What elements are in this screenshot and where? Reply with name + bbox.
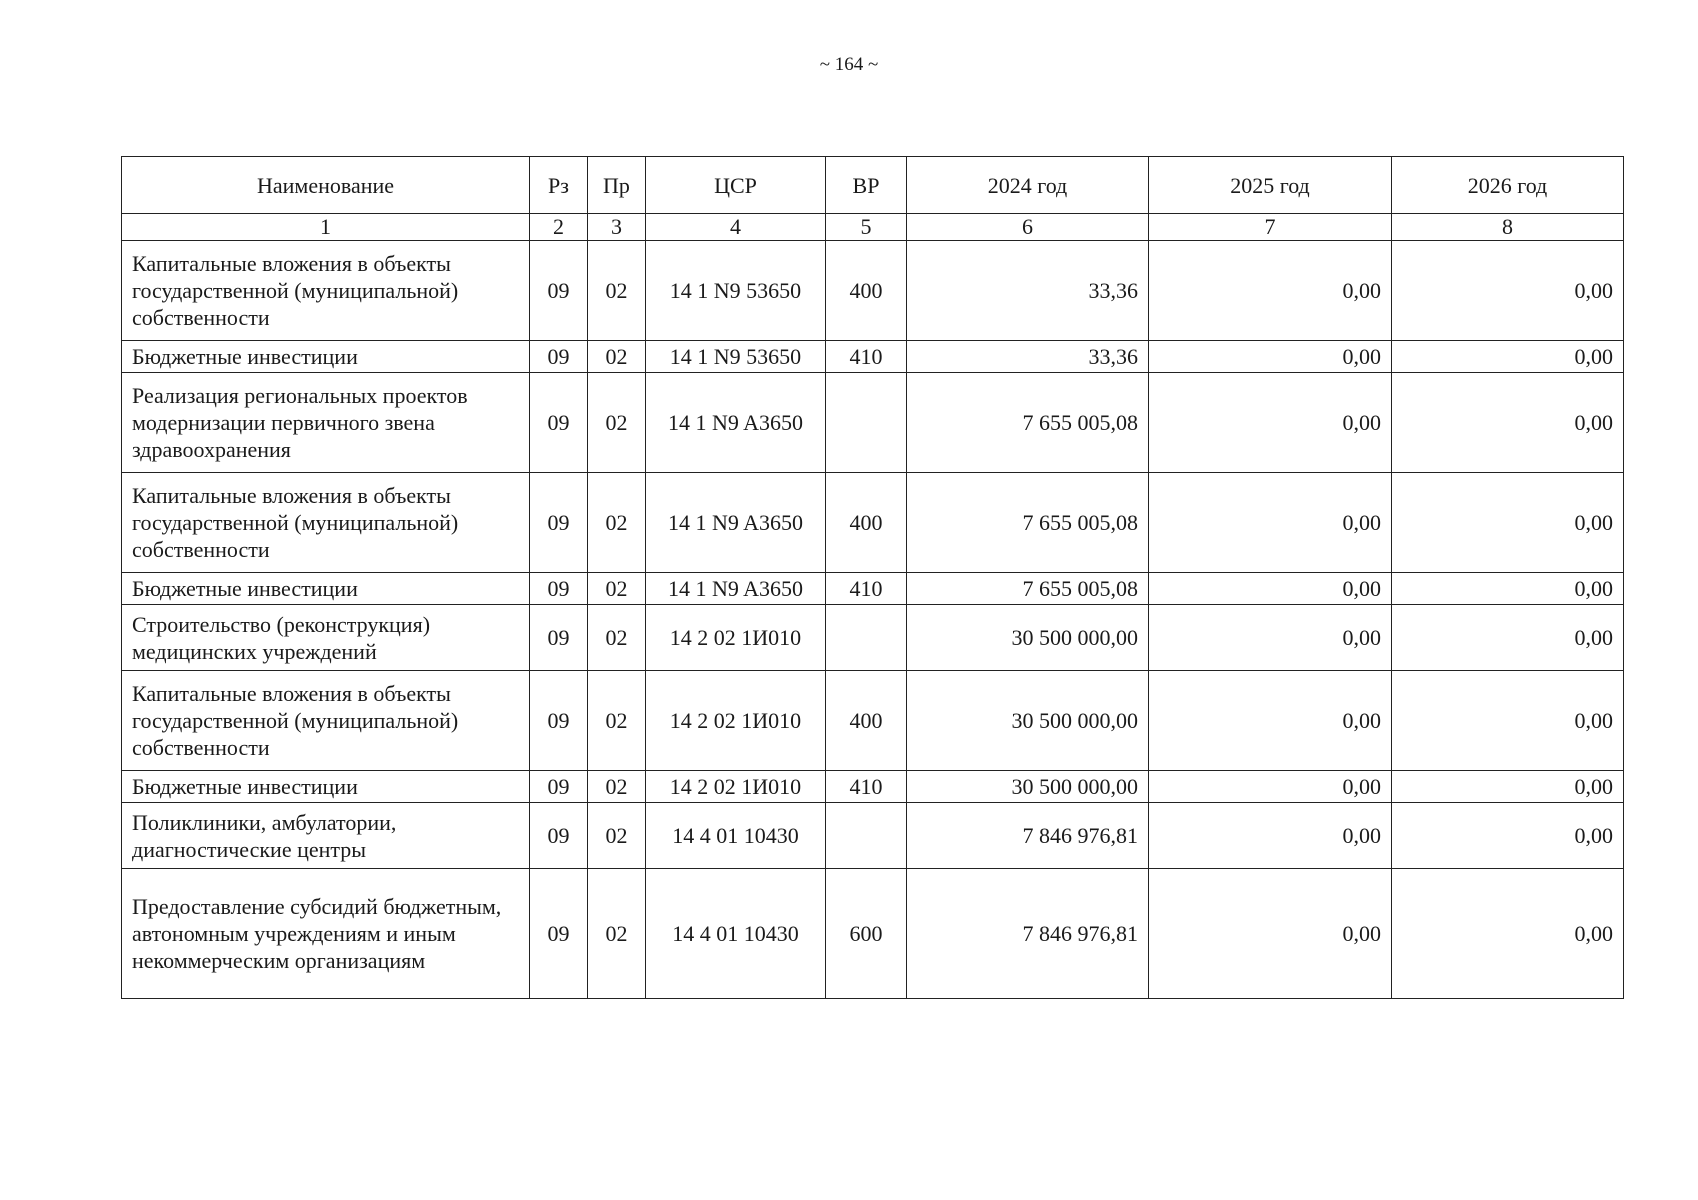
row-2026: 0,00	[1392, 771, 1624, 803]
row-2024: 33,36	[907, 241, 1149, 341]
row-2024: 7 846 976,81	[907, 869, 1149, 999]
row-name: Бюджетные инвестиции	[122, 573, 530, 605]
row-2025: 0,00	[1149, 771, 1392, 803]
row-pr: 02	[588, 373, 646, 473]
table-row	[122, 241, 1624, 341]
row-rz: 09	[530, 605, 588, 671]
column-number: 5	[826, 214, 907, 241]
row-pr: 02	[588, 671, 646, 771]
row-name: Бюджетные инвестиции	[122, 341, 530, 373]
column-number: 8	[1392, 214, 1624, 241]
row-vr: 410	[826, 771, 907, 803]
row-name: Предоставление субсидий бюджетным, автономным учреждениям и иным некоммерческим организациям	[122, 869, 530, 999]
row-2026: 0,00	[1392, 473, 1624, 573]
row-2024: 30 500 000,00	[907, 671, 1149, 771]
column-number: 4	[646, 214, 826, 241]
row-2024: 7 846 976,81	[907, 803, 1149, 869]
row-pr: 02	[588, 573, 646, 605]
table-row	[122, 771, 1624, 803]
row-2025: 0,00	[1149, 573, 1392, 605]
header-name: Наименование	[122, 157, 530, 214]
row-2026: 0,00	[1392, 803, 1624, 869]
row-csr: 14 4 01 10430	[646, 869, 826, 999]
row-rz: 09	[530, 803, 588, 869]
header-2025: 2025 год	[1149, 157, 1392, 214]
row-vr: 410	[826, 341, 907, 373]
header-pr: Пр	[588, 157, 646, 214]
row-2025: 0,00	[1149, 241, 1392, 341]
row-rz: 09	[530, 241, 588, 341]
row-2025: 0,00	[1149, 671, 1392, 771]
row-2024: 30 500 000,00	[907, 605, 1149, 671]
row-csr: 14 2 02 1И010	[646, 671, 826, 771]
row-2026: 0,00	[1392, 671, 1624, 771]
row-2025: 0,00	[1149, 803, 1392, 869]
row-2026: 0,00	[1392, 341, 1624, 373]
row-name: Капитальные вложения в объекты государственной (муниципальной) собственности	[122, 241, 530, 341]
row-vr: 400	[826, 241, 907, 341]
row-name: Поликлиники, амбулатории, диагностические центры	[122, 803, 530, 869]
table-row	[122, 803, 1624, 869]
row-vr: 410	[826, 573, 907, 605]
row-vr: 400	[826, 473, 907, 573]
row-vr	[826, 803, 907, 869]
row-2025: 0,00	[1149, 373, 1392, 473]
row-2025: 0,00	[1149, 869, 1392, 999]
row-name: Капитальные вложения в объекты государственной (муниципальной) собственности	[122, 671, 530, 771]
row-name: Строительство (реконструкция) медицинских учреждений	[122, 605, 530, 671]
table-row	[122, 341, 1624, 373]
header-2024: 2024 год	[907, 157, 1149, 214]
budget-table	[121, 156, 1624, 999]
row-vr: 400	[826, 671, 907, 771]
row-vr	[826, 605, 907, 671]
row-vr: 600	[826, 869, 907, 999]
row-pr: 02	[588, 869, 646, 999]
row-2026: 0,00	[1392, 869, 1624, 999]
header-2026: 2026 год	[1392, 157, 1624, 214]
header-csr: ЦСР	[646, 157, 826, 214]
table-row	[122, 671, 1624, 771]
row-2024: 33,36	[907, 341, 1149, 373]
header-vr: ВР	[826, 157, 907, 214]
column-number: 2	[530, 214, 588, 241]
row-pr: 02	[588, 241, 646, 341]
row-rz: 09	[530, 573, 588, 605]
row-rz: 09	[530, 473, 588, 573]
row-2026: 0,00	[1392, 241, 1624, 341]
column-numbers-row	[122, 214, 1624, 241]
column-number: 3	[588, 214, 646, 241]
row-rz: 09	[530, 671, 588, 771]
page-number: ~ 164 ~	[819, 54, 879, 75]
header-row	[122, 157, 1624, 214]
row-pr: 02	[588, 605, 646, 671]
row-2026: 0,00	[1392, 573, 1624, 605]
row-pr: 02	[588, 473, 646, 573]
table-row	[122, 605, 1624, 671]
row-csr: 14 4 01 10430	[646, 803, 826, 869]
row-2025: 0,00	[1149, 341, 1392, 373]
table-row	[122, 573, 1624, 605]
row-rz: 09	[530, 373, 588, 473]
row-csr: 14 2 02 1И010	[646, 605, 826, 671]
row-vr	[826, 373, 907, 473]
table-row	[122, 373, 1624, 473]
row-csr: 14 2 02 1И010	[646, 771, 826, 803]
row-pr: 02	[588, 341, 646, 373]
row-rz: 09	[530, 771, 588, 803]
row-name: Бюджетные инвестиции	[122, 771, 530, 803]
row-pr: 02	[588, 803, 646, 869]
column-number: 7	[1149, 214, 1392, 241]
row-csr: 14 1 N9 53650	[646, 341, 826, 373]
row-2024: 7 655 005,08	[907, 473, 1149, 573]
row-2025: 0,00	[1149, 473, 1392, 573]
row-name: Реализация региональных проектов модернизации первичного звена здравоохранения	[122, 373, 530, 473]
row-pr: 02	[588, 771, 646, 803]
row-2024: 7 655 005,08	[907, 373, 1149, 473]
row-2024: 7 655 005,08	[907, 573, 1149, 605]
row-name: Капитальные вложения в объекты государственной (муниципальной) собственности	[122, 473, 530, 573]
row-csr: 14 1 N9 A3650	[646, 373, 826, 473]
header-rz: Рз	[530, 157, 588, 214]
row-csr: 14 1 N9 A3650	[646, 473, 826, 573]
row-rz: 09	[530, 869, 588, 999]
row-csr: 14 1 N9 53650	[646, 241, 826, 341]
row-csr: 14 1 N9 A3650	[646, 573, 826, 605]
table-row	[122, 473, 1624, 573]
row-2024: 30 500 000,00	[907, 771, 1149, 803]
table-row	[122, 869, 1624, 999]
row-rz: 09	[530, 341, 588, 373]
column-number: 1	[122, 214, 530, 241]
row-2026: 0,00	[1392, 605, 1624, 671]
column-number: 6	[907, 214, 1149, 241]
row-2026: 0,00	[1392, 373, 1624, 473]
row-2025: 0,00	[1149, 605, 1392, 671]
